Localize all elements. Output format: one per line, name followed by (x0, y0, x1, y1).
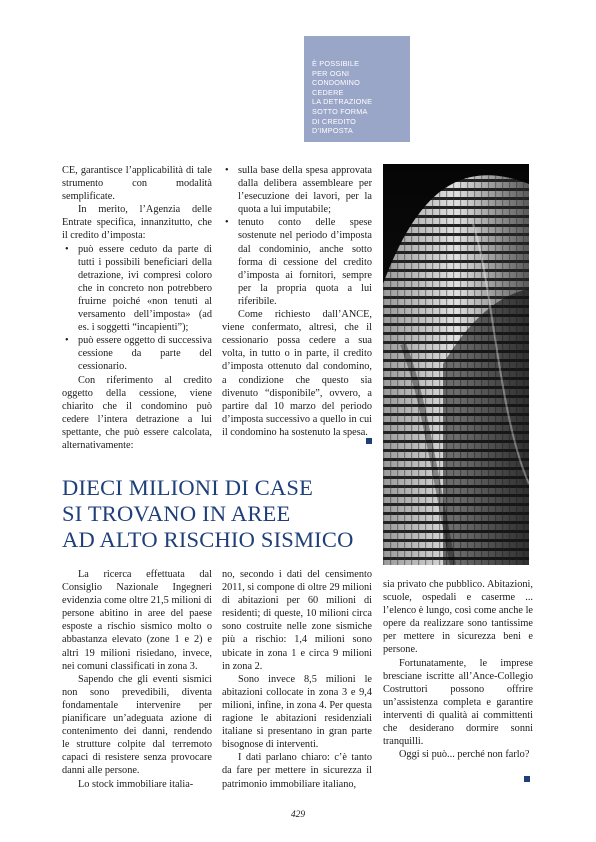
paragraph: I dati parlano chiaro: c’è tanto da fare per mettere in sicurezza il patrimonio immobiliare italiano, (222, 752, 372, 790)
pull-quote-line: DI CREDITO (312, 116, 357, 126)
paragraph: Fortunatamente, le imprese bresciane iscritte all’Ance-Collegio Costruttori possono offrire un’assistenza completa e garantire interventi di qualità ai committenti che desiderano dormire sonni tranquilli. (383, 657, 533, 748)
article-column-2 (222, 164, 372, 439)
end-of-article-square (524, 776, 530, 782)
pull-quote-line: CONDOMINO (312, 78, 361, 88)
pull-quote-line: LA DETRAZIONE (312, 97, 373, 107)
paragraph: CE, garantisce l’applicabilità di tale strumento con modalità semplificate. (62, 165, 212, 203)
pull-quote-line: È POSSIBILE (312, 59, 360, 68)
article-column-5 (383, 578, 533, 761)
article-column-4 (222, 568, 372, 791)
bullet-list (62, 243, 212, 374)
end-of-article-square (366, 438, 372, 444)
paragraph: Oggi si può... perché non farlo? (399, 749, 530, 761)
paragraph: La ricerca effettuata dal Consiglio Nazionale Ingegneri evidenzia come oltre 21,5 milioni di persone abitino in aree del paese esposte a rischio sismico molto o abbastanza elevato (zone 1 e 2) e altri 19 milioni risiedano, invece, nei comuni classificati in zona 3. (62, 569, 212, 672)
headline-line: DIECI MILIONI DI CASE (62, 475, 314, 500)
pull-quote-line: SOTTO FORMA (312, 106, 368, 116)
headline-line: SI TROVANO IN AREE (62, 501, 291, 526)
headline-line: AD ALTO RISCHIO SISMICO (62, 527, 354, 552)
paragraph: Sono invece 8,5 milioni le abitazioni collocate in zona 3 e 9,4 milioni, infine, in zona 4. Per questa ragione le abitazioni residenziali italiane si presentano in gran parte bisognose di interventi. (222, 673, 372, 751)
paragraph: Sapendo che gli eventi sismici non sono prevedibili, diventa fondamentale intervenire per pianificare un’adeguata azione di contenimento dei danni, rendendo le strutture colpite dal terremoto capaci di resistere senza provocare danni alle persone. (62, 673, 212, 777)
bullet-item: • tenuto conto delle spese sostenute nel periodo d’imposta dal condominio, anche sotto forma di cessione del credito d’imposta ai fornitori, sempre per la propria quota a lui riferibile. (238, 216, 372, 308)
paragraph: In merito, l’Agenzia delle Entrate specifica, innanzitutto, che il credito d’imposta: (62, 204, 212, 242)
paragraph: sia privato che pubblico. Abitazioni, scuole, ospedali e caserme ... l’elenco è lungo, così come anche le opere da realizzare sono tantissime per mettere in sicurezza beni e persone. (383, 579, 533, 656)
paragraph: no, secondo i dati del censimento 2011, si compone di oltre 29 milioni di abitazioni per 60 milioni di residenti; di queste, 10 milioni circa sono costruite nelle zone sismiche più a rischio: 1,4 milioni sono ubicate in zona 1 e circa 9 milioni in zona 2. (222, 569, 372, 672)
paragraph: Lo stock immobiliare italia- (78, 778, 194, 790)
article-column-1 (62, 164, 212, 452)
article-headline (62, 475, 382, 553)
pull-quote-line: D’IMPOSTA (312, 126, 353, 136)
bullet-item: • può essere oggetto di successiva cessione da parte del cessionario. (78, 334, 212, 373)
page-number: 429 (290, 810, 306, 820)
pull-quote-line: CEDERE (312, 87, 344, 97)
pull-quote-line: PER OGNI (312, 68, 350, 78)
bullet-item: • può essere ceduto da parte di tutti i possibili beneficiari della detrazione, ivi compresi coloro che in concreto non potrebbero fruirne poiché «non tenuti al versamento dell’imposta» (ad es. i soggetti “incapienti”); (78, 243, 212, 335)
pull-quote-box (304, 36, 410, 142)
article-column-3 (62, 568, 212, 791)
bullet-list (222, 164, 372, 308)
paragraph: Con riferimento al credito oggetto della cessione, viene chiarito che il condomino può cedere l’intera detrazione a lui spettante, che può essere calcolata, alternativamente: (62, 374, 212, 451)
pull-quote-text (312, 59, 408, 136)
curved-skyscraper-photo (383, 164, 529, 565)
bullet-item: • sulla base della spesa approvata dalla delibera assembleare per l’esecuzione dei lavori, per la quota a lui imputabile; (238, 164, 372, 216)
paragraph: Come richiesto dall’ANCE, viene confermato, altresì, che il cessionario possa cedere a sua volta, in tutto o in parte, il credito d’imposta ottenuto dal condomino, a condizione che questo sia divenuto “disponibile”, ovvero, a partire dal 10 marzo del periodo d’imposta successivo a quello in cui il condomino ha sostenuto la spesa. (222, 309, 372, 438)
